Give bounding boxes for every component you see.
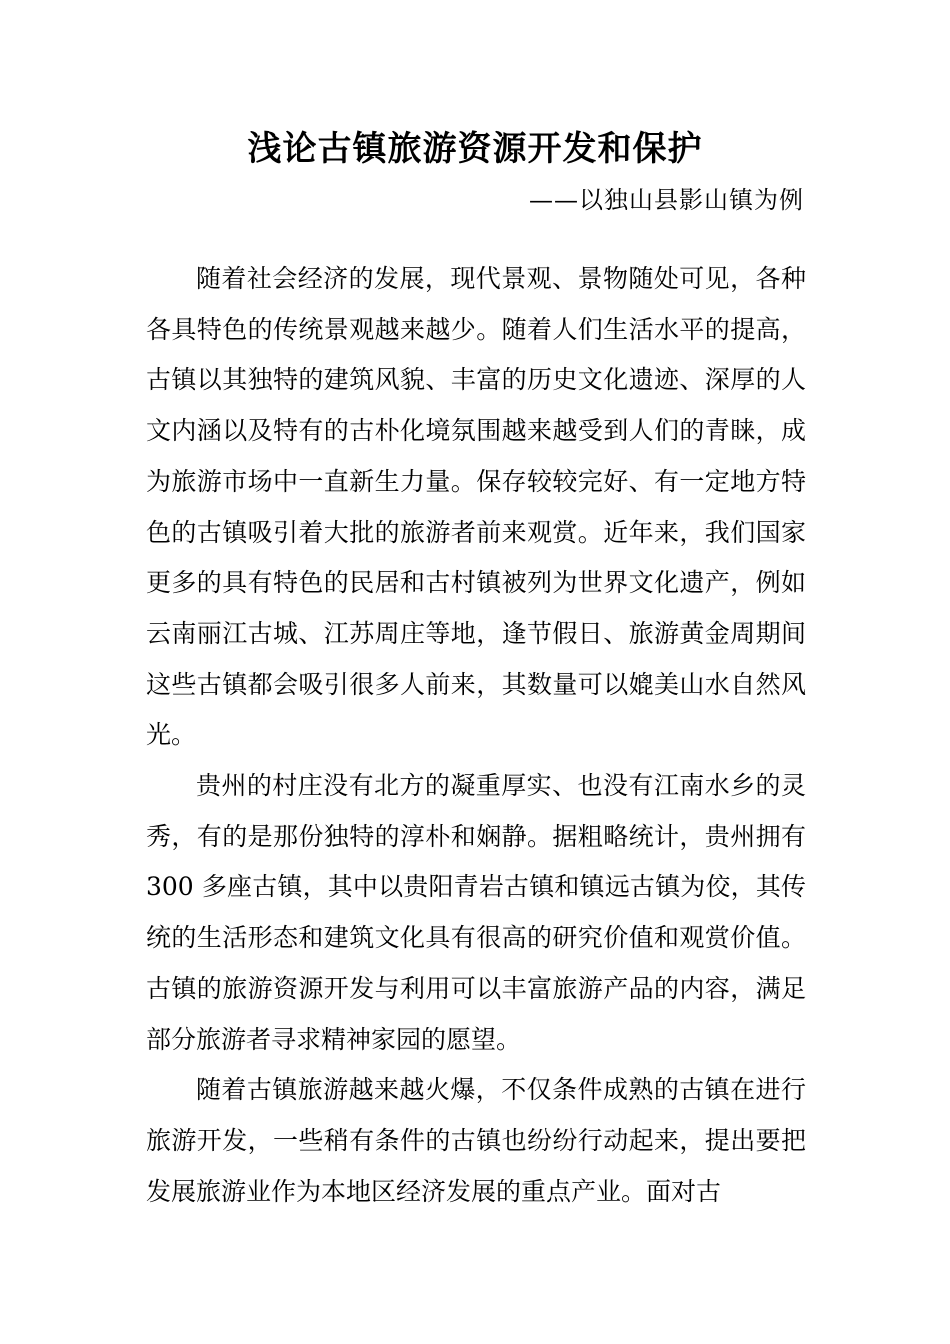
paragraph: 贵州的村庄没有北方的凝重厚实、也没有江南水乡的灵秀，有的是那份独特的淳朴和娴静。据粗略统计，贵州拥有 300 多座古镇，其中以贵阳青岩古镇和镇远古镇为佼，其传统的生活形态和建筑文化具有很高的研究价值和观赏价值。古镇的旅游资源开发与利用可以丰富旅游产品的内容，满足部分旅游者寻求精神家园的愿望。 — [146, 771, 806, 1054]
document-body — [146, 254, 806, 1217]
paragraph: 随着古镇旅游越来越火爆，不仅条件成熟的古镇在进行旅游开发，一些稍有条件的古镇也纷纷行动起来，提出要把发展旅游业作为本地区经济发展的重点产业。面对古 — [146, 1075, 806, 1206]
document-subtitle: ——以独山县影山镇为例 — [529, 186, 804, 214]
paragraph: 随着社会经济的发展，现代景观、景物随处可见，各种各具特色的传统景观越来越少。随着人们生活水平的提高，古镇以其独特的建筑风貌、丰富的历史文化遗迹、深厚的人文内涵以及特有的古朴化境氛围越来越受到人们的青睐，成为旅游市场中一直新生力量。保存较较完好、有一定地方特色的古镇吸引着大批的旅游者前来观赏。近年来，我们国家更多的具有特色的民居和古村镇被列为世界文化遗产，例如云南丽江古城、江苏周庄等地，逢节假日、旅游黄金周期间这些古镇都会吸引很多人前来，其数量可以媲美山水自然风光。 — [146, 264, 806, 750]
document-title: 浅论古镇旅游资源开发和保护 — [247, 129, 703, 169]
